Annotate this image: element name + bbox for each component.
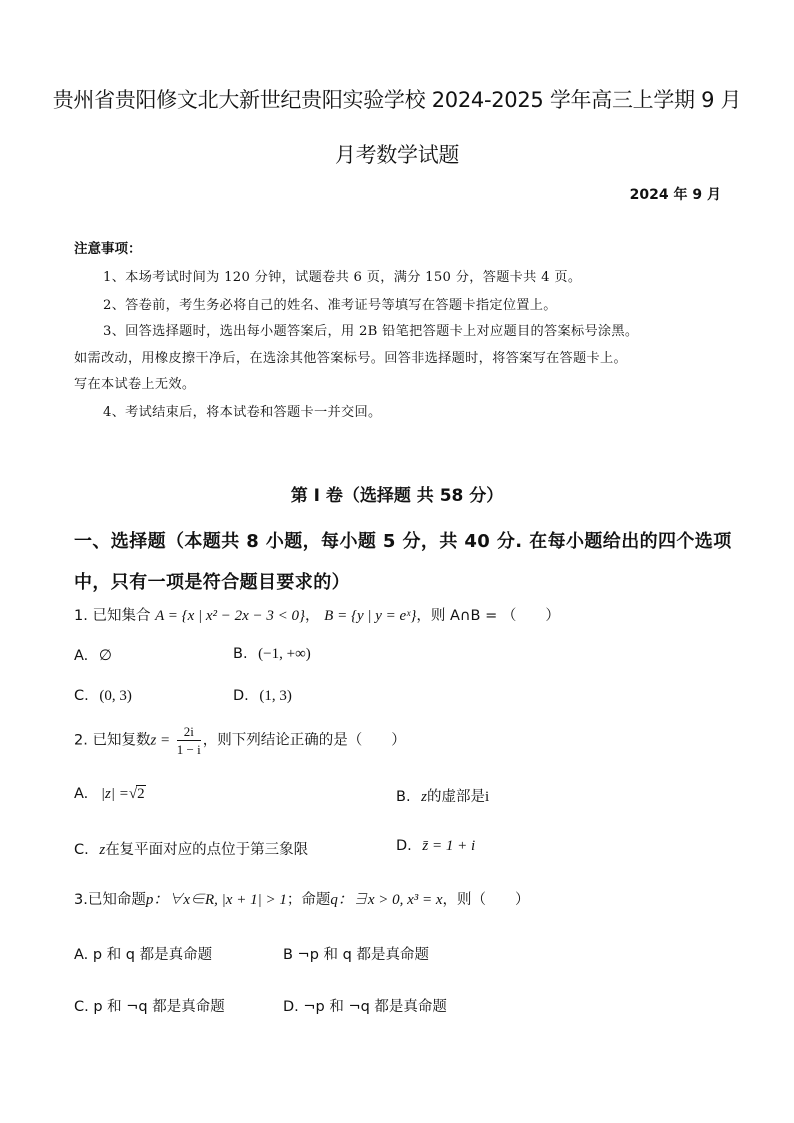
exam-date: 2024 年 9 月	[629, 187, 721, 203]
q1-option-c-label: C.	[74, 688, 89, 704]
q1-option-d-value: (1, 3)	[259, 688, 292, 704]
q2-prefix: 2. 已知复数	[74, 732, 151, 749]
q1-option-b	[233, 646, 311, 663]
notice-item-3b: 如需改动，用橡皮擦干净后，在选涂其他答案标号。回答非选择题时，将答案写在答题卡上。	[74, 351, 627, 366]
q1-option-a-label: A.	[74, 648, 89, 664]
q3-q-statement: ：∃x > 0, x³ = x	[337, 892, 443, 908]
section-title: 第 I 卷（选择题 共 58 分）	[290, 486, 504, 506]
q3-prop-q: q	[330, 892, 338, 908]
q3-p-statement: ：∀x∈R, |x + 1| > 1	[153, 892, 287, 908]
part1-heading-line1: 一、选择题（本题共 8 小题，每小题 5 分，共 40 分. 在每小题给出的四个选项	[74, 531, 732, 552]
q3-prop-p: p	[145, 892, 154, 908]
q2-fraction-denominator: 1 − i	[176, 742, 201, 757]
q2-option-a-lhs: |z| =	[100, 786, 129, 802]
q1-suffix: ，则 A∩B = （ ）	[416, 608, 560, 624]
q1-separator: ，	[305, 608, 320, 624]
q3-mid: ；命题	[286, 892, 331, 908]
q3-prefix: 3.已知命题	[74, 892, 146, 908]
q1-option-a	[74, 646, 112, 665]
q2-fraction	[177, 724, 201, 757]
question-2	[74, 724, 406, 757]
q2-sqrt-sign: √	[128, 786, 138, 802]
notice-item-3c: 写在本试卷上无效。	[74, 377, 196, 392]
notice-item-1: 1、本场考试时间为 120 分钟，试题卷共 6 页，满分 150 分，答题卡共 4 页。	[103, 270, 582, 285]
q2-option-b	[396, 785, 489, 806]
q2-option-c	[74, 838, 308, 859]
q2-fraction-numerator: 2i	[177, 724, 201, 741]
notice-item-3a: 3、回答选择题时，选出每小题答案后，用 2B 铅笔把答题卡上对应题目的答案标号涂黑。	[103, 324, 639, 339]
notice-heading: 注意事项：	[74, 241, 142, 257]
q2-option-c-text: 在复平面对应的点位于第三象限	[105, 842, 309, 858]
part1-heading-line2: 中，只有一项是符合题目要求的）	[74, 572, 350, 593]
q3-suffix: ，则（ ）	[442, 892, 530, 908]
q1-option-b-value: (−1, +∞)	[258, 646, 311, 662]
q1-prefix: 1. 已知集合	[74, 608, 151, 624]
q1-option-d-label: D.	[233, 688, 249, 704]
q2-option-a-label: A.	[74, 786, 89, 802]
q2-option-b-value: i	[485, 789, 490, 805]
q2-option-d-value: z̄ = 1 + i	[422, 838, 476, 854]
q2-option-a	[74, 785, 146, 803]
q1-option-d	[233, 688, 292, 705]
q1-option-b-label: B.	[233, 646, 248, 662]
question-3	[74, 888, 530, 909]
exam-title-line2: 月考数学试题	[334, 143, 460, 167]
q1-option-c	[74, 688, 132, 705]
q2-option-d-label: D.	[396, 838, 412, 854]
q3-option-c: C. p 和 ¬q 都是真命题	[74, 999, 225, 1015]
q3-option-a: A. p 和 q 都是真命题	[74, 947, 213, 963]
q2-option-c-label: C.	[74, 842, 89, 858]
q2-option-b-label: B.	[396, 789, 411, 805]
q3-option-d: D. ¬p 和 ¬q 都是真命题	[283, 999, 447, 1015]
q2-suffix: ，则下列结论正确的是（ ）	[202, 732, 406, 749]
q3-option-b: B ¬p 和 q 都是真命题	[283, 947, 429, 963]
notice-item-4: 4、考试结束后，将本试卷和答题卡一并交回。	[103, 405, 382, 420]
q1-option-c-value: (0, 3)	[99, 688, 132, 704]
q1-option-a-value: ∅	[98, 648, 112, 664]
question-1	[74, 604, 560, 625]
notice-item-2: 2、答卷前，考生务必将自己的姓名、准考证号等填写在答题卡指定位置上。	[103, 298, 557, 313]
q2-option-d	[396, 838, 475, 855]
q1-set-a: A = {x | x² − 2x − 3 < 0}	[155, 608, 306, 624]
q2-option-b-text: 的虚部是	[427, 789, 486, 805]
q2-variable: z =	[150, 732, 171, 749]
q1-set-b: B = {y | y = eˣ}	[324, 608, 417, 624]
exam-title-line1: 贵州省贵阳修文北大新世纪贵阳实验学校 2024-2025 学年高三上学期 9 月	[52, 88, 742, 112]
q2-option-c-variable: z	[99, 842, 106, 858]
q2-option-b-variable: z	[421, 789, 428, 805]
q2-option-a-radicand: 2	[137, 786, 145, 802]
